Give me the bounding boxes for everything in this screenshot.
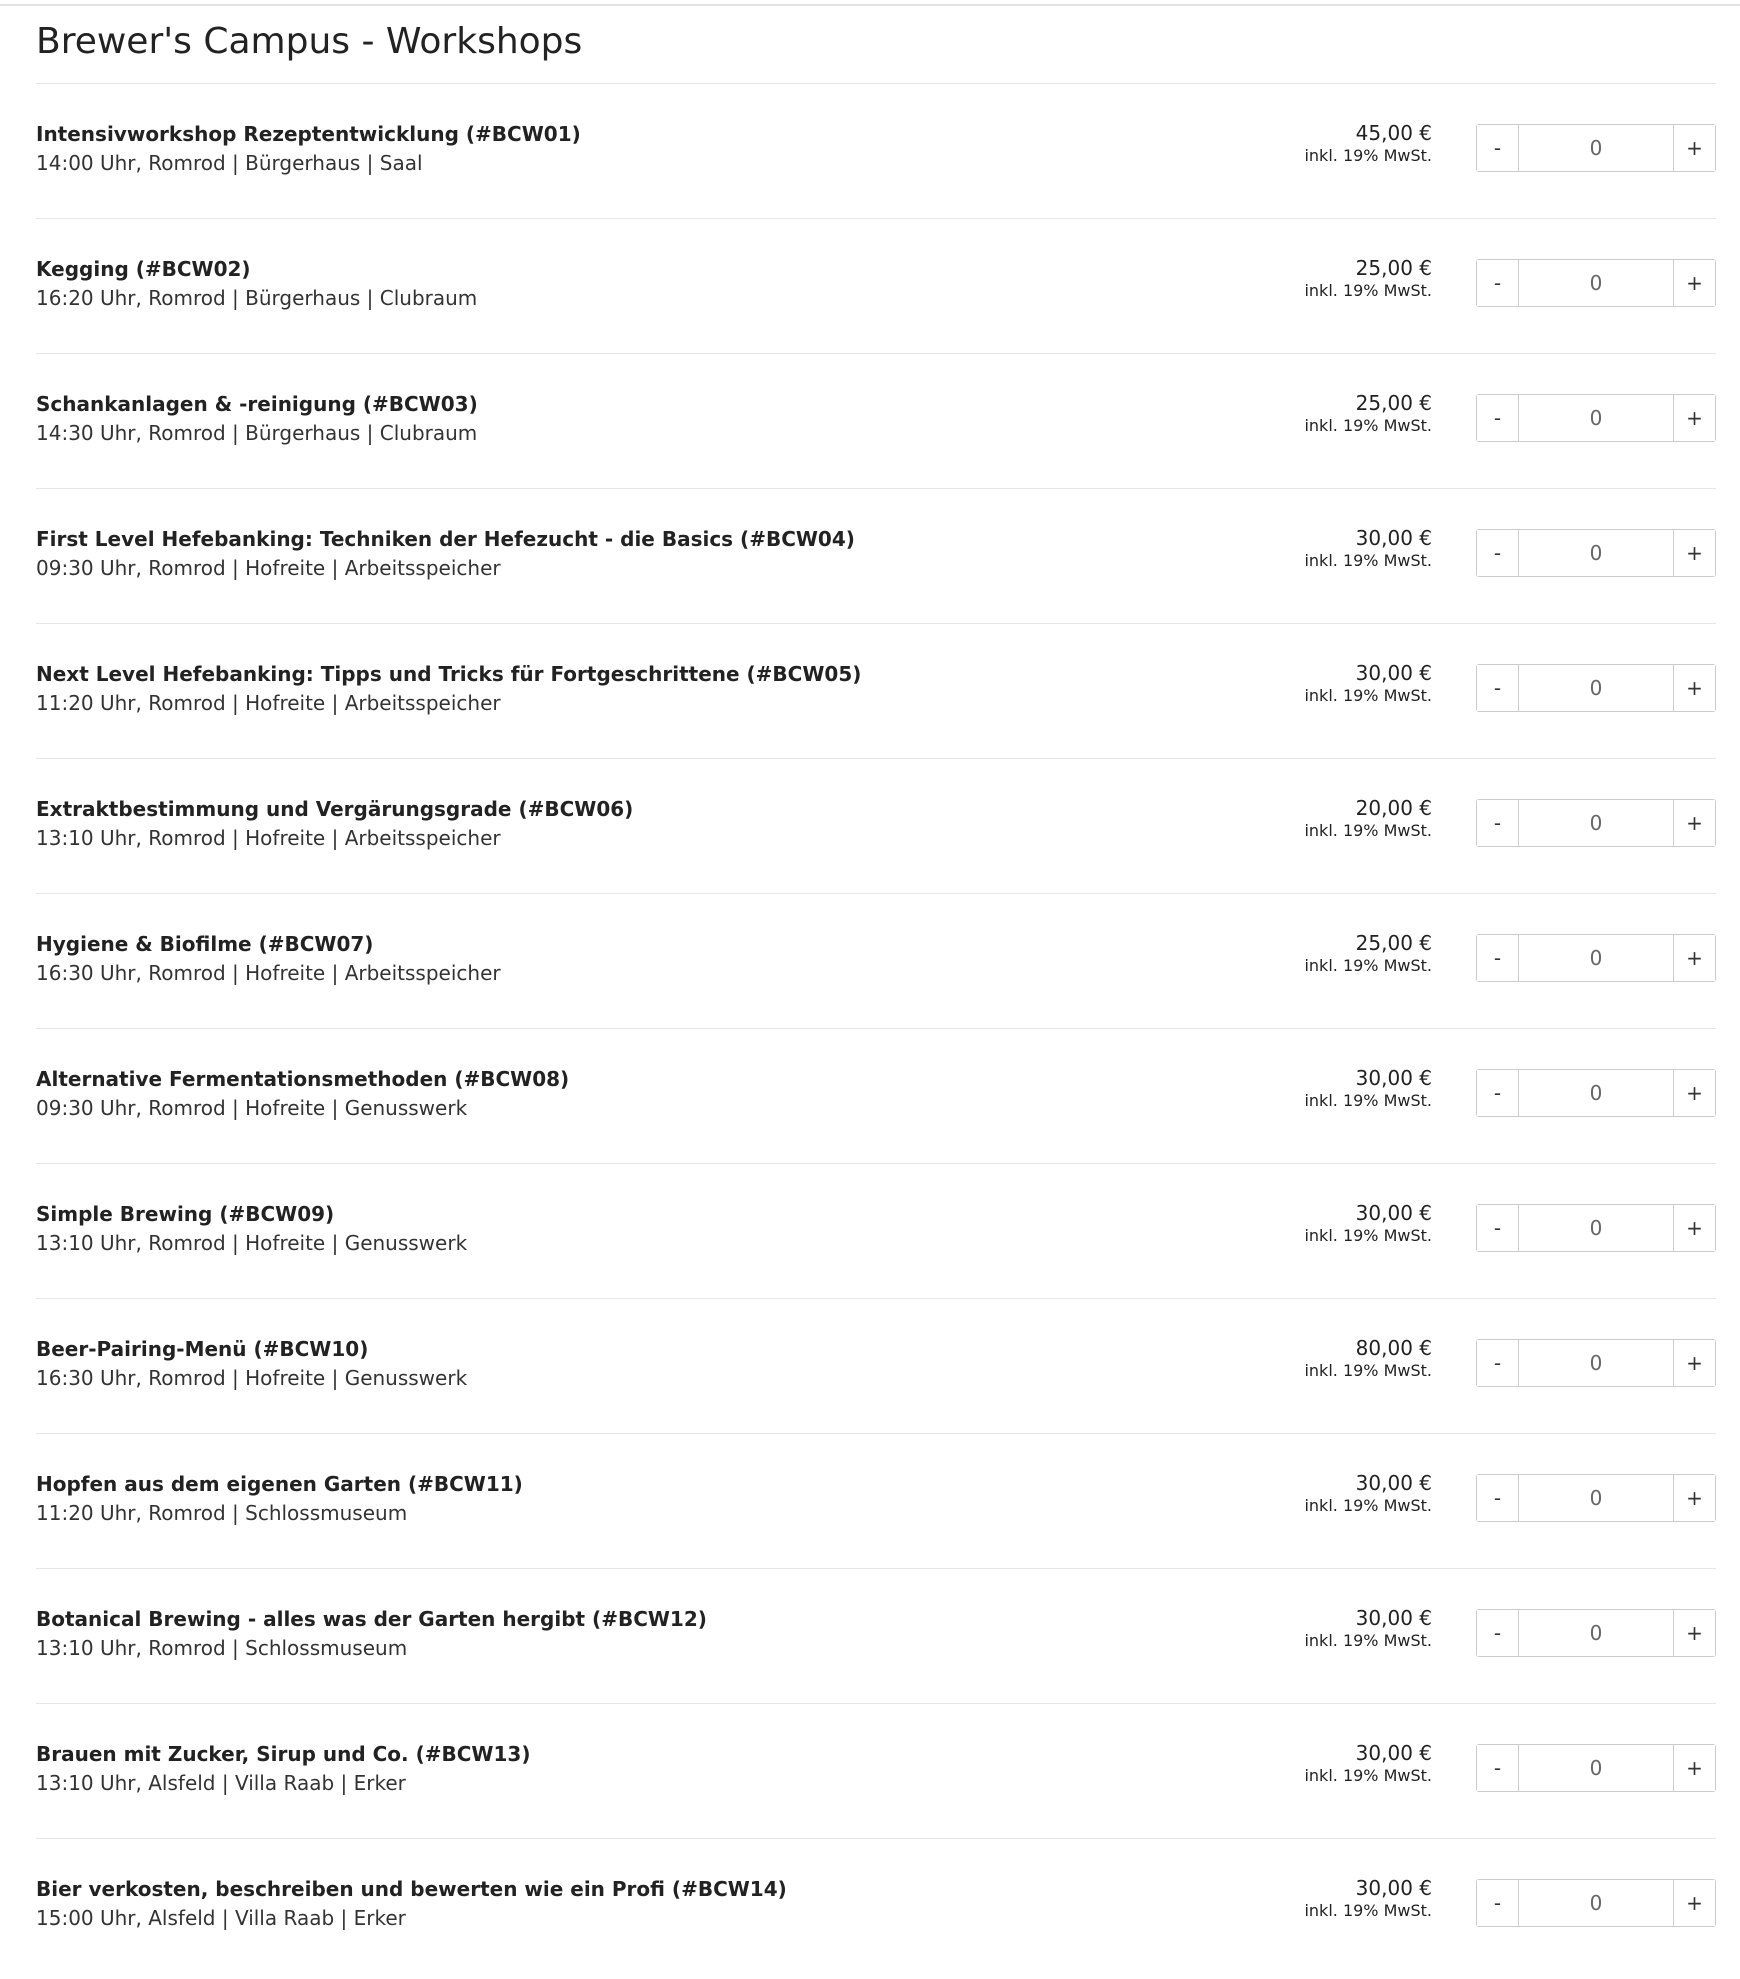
workshop-price: 30,00 € <box>1355 1606 1432 1630</box>
tax-note: inkl. 19% MwSt. <box>1304 1631 1432 1650</box>
quantity-stepper <box>1476 1069 1716 1117</box>
decrement-button[interactable]: - <box>1477 530 1519 576</box>
quantity-input[interactable] <box>1519 260 1673 306</box>
workshop-details: 13:10 Uhr, Romrod | Hofreite | Genusswerk <box>36 1231 468 1255</box>
workshop-name: Hopfen aus dem eigenen Garten (#BCW11) <box>36 1472 523 1496</box>
increment-button[interactable]: + <box>1673 800 1715 846</box>
workshop-details: 11:20 Uhr, Romrod | Hofreite | Arbeitsspeicher <box>36 691 501 715</box>
workshop-details: 13:10 Uhr, Alsfeld | Villa Raab | Erker <box>36 1771 406 1795</box>
tax-note: inkl. 19% MwSt. <box>1304 686 1432 705</box>
price-block <box>1304 930 1432 976</box>
quantity-input[interactable] <box>1519 1745 1673 1791</box>
quantity-input[interactable] <box>1519 665 1673 711</box>
price-block <box>1304 1335 1432 1381</box>
workshop-price: 30,00 € <box>1355 1201 1432 1225</box>
tax-note: inkl. 19% MwSt. <box>1304 551 1432 570</box>
workshop-name: Beer-Pairing-Menü (#BCW10) <box>36 1337 369 1361</box>
workshop-row <box>36 1569 1716 1704</box>
workshop-price: 25,00 € <box>1355 931 1432 955</box>
quantity-input[interactable] <box>1519 1205 1673 1251</box>
workshop-row <box>36 84 1716 219</box>
increment-button[interactable]: + <box>1673 1340 1715 1386</box>
price-block <box>1304 795 1432 841</box>
workshop-name: Botanical Brewing - alles was der Garten hergibt (#BCW12) <box>36 1607 707 1631</box>
tax-note: inkl. 19% MwSt. <box>1304 821 1432 840</box>
price-block <box>1304 1470 1432 1516</box>
workshop-row <box>36 1434 1716 1569</box>
quantity-stepper <box>1476 1474 1716 1522</box>
workshop-row <box>36 354 1716 489</box>
decrement-button[interactable]: - <box>1477 125 1519 171</box>
price-block <box>1304 120 1432 166</box>
workshop-price: 80,00 € <box>1355 1336 1432 1360</box>
workshop-list-container <box>36 6 1716 1974</box>
workshop-details: 09:30 Uhr, Romrod | Hofreite | Arbeitsspeicher <box>36 556 501 580</box>
workshop-details: 09:30 Uhr, Romrod | Hofreite | Genusswerk <box>36 1096 468 1120</box>
quantity-stepper <box>1476 799 1716 847</box>
workshop-price: 45,00 € <box>1355 121 1432 145</box>
tax-note: inkl. 19% MwSt. <box>1304 1091 1432 1110</box>
workshop-details: 11:20 Uhr, Romrod | Schlossmuseum <box>36 1501 408 1525</box>
workshop-row <box>36 219 1716 354</box>
price-block <box>1304 1740 1432 1786</box>
workshop-price: 30,00 € <box>1355 1066 1432 1090</box>
tax-note: inkl. 19% MwSt. <box>1304 281 1432 300</box>
workshop-price: 30,00 € <box>1355 526 1432 550</box>
increment-button[interactable]: + <box>1673 1610 1715 1656</box>
price-block <box>1304 660 1432 706</box>
quantity-input[interactable] <box>1519 935 1673 981</box>
workshop-details: 13:10 Uhr, Romrod | Hofreite | Arbeitsspeicher <box>36 826 501 850</box>
workshop-price: 30,00 € <box>1355 1471 1432 1495</box>
increment-button[interactable]: + <box>1673 260 1715 306</box>
workshop-details: 13:10 Uhr, Romrod | Schlossmuseum <box>36 1636 408 1660</box>
workshop-details: 16:30 Uhr, Romrod | Hofreite | Arbeitsspeicher <box>36 961 501 985</box>
workshop-row <box>36 1029 1716 1164</box>
increment-button[interactable]: + <box>1673 935 1715 981</box>
decrement-button[interactable]: - <box>1477 260 1519 306</box>
quantity-input[interactable] <box>1519 1070 1673 1116</box>
workshop-price: 25,00 € <box>1355 256 1432 280</box>
quantity-input[interactable] <box>1519 125 1673 171</box>
tax-note: inkl. 19% MwSt. <box>1304 416 1432 435</box>
quantity-stepper <box>1476 1204 1716 1252</box>
workshop-price: 30,00 € <box>1355 1741 1432 1765</box>
workshop-name: Kegging (#BCW02) <box>36 257 251 281</box>
quantity-input[interactable] <box>1519 1610 1673 1656</box>
workshop-name: First Level Hefebanking: Techniken der Hefezucht - die Basics (#BCW04) <box>36 527 855 551</box>
workshop-name: Schankanlagen & -reinigung (#BCW03) <box>36 392 478 416</box>
tax-note: inkl. 19% MwSt. <box>1304 1361 1432 1380</box>
workshop-name: Extraktbestimmung und Vergärungsgrade (#BCW06) <box>36 797 634 821</box>
quantity-input[interactable] <box>1519 1475 1673 1521</box>
quantity-input[interactable] <box>1519 530 1673 576</box>
increment-button[interactable]: + <box>1673 1205 1715 1251</box>
workshop-details: 16:30 Uhr, Romrod | Hofreite | Genusswerk <box>36 1366 468 1390</box>
quantity-stepper <box>1476 529 1716 577</box>
decrement-button[interactable]: - <box>1477 1475 1519 1521</box>
page-title: Brewer's Campus - Workshops <box>36 6 1716 84</box>
workshop-row <box>36 759 1716 894</box>
quantity-stepper <box>1476 664 1716 712</box>
workshop-name: Alternative Fermentationsmethoden (#BCW08) <box>36 1067 570 1091</box>
workshop-row <box>36 489 1716 624</box>
workshop-price: 25,00 € <box>1355 391 1432 415</box>
tax-note: inkl. 19% MwSt. <box>1304 146 1432 165</box>
increment-button[interactable]: + <box>1673 1070 1715 1116</box>
workshop-row <box>36 1839 1716 1974</box>
quantity-stepper <box>1476 1879 1716 1927</box>
workshop-details: 15:00 Uhr, Alsfeld | Villa Raab | Erker <box>36 1906 406 1930</box>
increment-button[interactable]: + <box>1673 530 1715 576</box>
quantity-stepper <box>1476 124 1716 172</box>
quantity-stepper <box>1476 1744 1716 1792</box>
workshop-row <box>36 1704 1716 1839</box>
tax-note: inkl. 19% MwSt. <box>1304 1496 1432 1515</box>
decrement-button[interactable]: - <box>1477 1340 1519 1386</box>
price-block <box>1304 255 1432 301</box>
tax-note: inkl. 19% MwSt. <box>1304 1901 1432 1920</box>
price-block <box>1304 1605 1432 1651</box>
decrement-button[interactable]: - <box>1477 1070 1519 1116</box>
workshop-name: Hygiene & Biofilme (#BCW07) <box>36 932 374 956</box>
quantity-input[interactable] <box>1519 1880 1673 1926</box>
workshop-row <box>36 624 1716 759</box>
workshop-row <box>36 1299 1716 1434</box>
increment-button[interactable]: + <box>1673 125 1715 171</box>
workshop-details: 16:20 Uhr, Romrod | Bürgerhaus | Clubraum <box>36 286 478 310</box>
decrement-button[interactable]: - <box>1477 1745 1519 1791</box>
workshop-name: Brauen mit Zucker, Sirup und Co. (#BCW13) <box>36 1742 531 1766</box>
decrement-button[interactable]: - <box>1477 395 1519 441</box>
workshop-row <box>36 1164 1716 1299</box>
increment-button[interactable]: + <box>1673 665 1715 711</box>
tax-note: inkl. 19% MwSt. <box>1304 956 1432 975</box>
decrement-button[interactable]: - <box>1477 1880 1519 1926</box>
workshop-details: 14:00 Uhr, Romrod | Bürgerhaus | Saal <box>36 151 423 175</box>
workshop-name: Bier verkosten, beschreiben und bewerten wie ein Profi (#BCW14) <box>36 1877 787 1901</box>
workshop-details: 14:30 Uhr, Romrod | Bürgerhaus | Clubraum <box>36 421 478 445</box>
price-block <box>1304 1200 1432 1246</box>
decrement-button[interactable]: - <box>1477 935 1519 981</box>
quantity-input[interactable] <box>1519 1340 1673 1386</box>
tax-note: inkl. 19% MwSt. <box>1304 1766 1432 1785</box>
price-block <box>1304 525 1432 571</box>
decrement-button[interactable]: - <box>1477 665 1519 711</box>
price-block <box>1304 1065 1432 1111</box>
workshop-price: 20,00 € <box>1355 796 1432 820</box>
tax-note: inkl. 19% MwSt. <box>1304 1226 1432 1245</box>
decrement-button[interactable]: - <box>1477 1205 1519 1251</box>
quantity-input[interactable] <box>1519 800 1673 846</box>
workshop-list <box>36 84 1716 1974</box>
quantity-input[interactable] <box>1519 395 1673 441</box>
increment-button[interactable]: + <box>1673 1880 1715 1926</box>
increment-button[interactable]: + <box>1673 395 1715 441</box>
workshop-price: 30,00 € <box>1355 661 1432 685</box>
workshop-name: Simple Brewing (#BCW09) <box>36 1202 335 1226</box>
quantity-stepper <box>1476 259 1716 307</box>
decrement-button[interactable]: - <box>1477 1610 1519 1656</box>
quantity-stepper <box>1476 394 1716 442</box>
quantity-stepper <box>1476 1339 1716 1387</box>
increment-button[interactable]: + <box>1673 1475 1715 1521</box>
quantity-stepper <box>1476 934 1716 982</box>
workshop-name: Next Level Hefebanking: Tipps und Tricks für Fortgeschrittene (#BCW05) <box>36 662 862 686</box>
price-block <box>1304 390 1432 436</box>
decrement-button[interactable]: - <box>1477 800 1519 846</box>
workshop-name: Intensivworkshop Rezeptentwicklung (#BCW01) <box>36 122 581 146</box>
workshop-row <box>36 894 1716 1029</box>
quantity-stepper <box>1476 1609 1716 1657</box>
price-block <box>1304 1875 1432 1921</box>
workshop-price: 30,00 € <box>1355 1876 1432 1900</box>
increment-button[interactable]: + <box>1673 1745 1715 1791</box>
